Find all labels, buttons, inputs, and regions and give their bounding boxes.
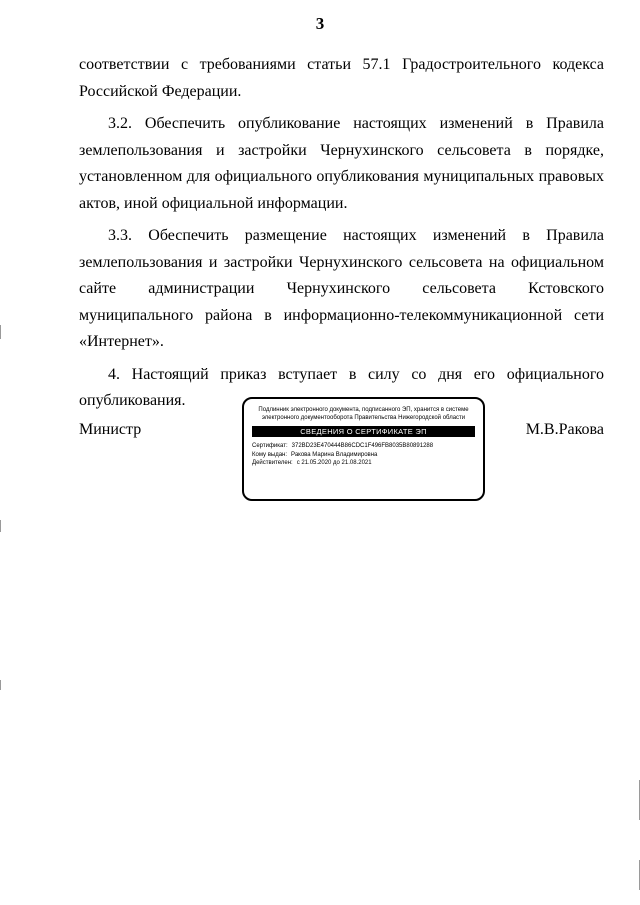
scan-edge-mark xyxy=(0,680,1,690)
stamp-certificate-label: Сертификат: xyxy=(252,443,288,449)
stamp-certificate-value: 372BD23E470444B86CDC1F496FB8035B80891288 xyxy=(291,443,434,449)
stamp-issued-to-value: Ракова Марина Владимировна xyxy=(291,451,378,458)
scan-edge-mark xyxy=(0,325,1,339)
signature-block xyxy=(79,397,604,503)
signer-title: Министр xyxy=(79,421,142,438)
document-body xyxy=(79,52,604,421)
scan-edge-mark xyxy=(0,520,1,532)
stamp-issued-to-line xyxy=(252,451,475,460)
signer-name: М.В.Ракова xyxy=(525,421,604,438)
paragraph-3-3: 3.3. Обеспечить размещение настоящих изменений в Правила землепользования и застройки Чернухинского сельсовета на официальном сайте администрации Чернухинского сельсовета Кстовского муниципального района в информационно-телекоммуникационной сети «Интернет». xyxy=(79,227,604,350)
stamp-valid-value: с 21.05.2020 до 21.08.2021 xyxy=(296,460,372,466)
stamp-valid-line xyxy=(252,459,475,468)
paragraph-4: 4. Настоящий приказ вступает в силу со дня его официального опубликования. xyxy=(79,365,604,409)
paragraph-continuation: соответствии с требованиями статьи 57.1 Градостроительного кодекса Российской Федерации. xyxy=(79,56,604,100)
paragraph-3-2: 3.2. Обеспечить опубликование настоящих изменений в Правила землепользования и застройки Чернухинского сельсовета в порядке, установленном для официального опубликования муниципальных правовых актов, иной официальной информации. xyxy=(79,115,604,212)
electronic-signature-stamp xyxy=(242,397,485,501)
stamp-certificate-line xyxy=(252,442,475,451)
stamp-certificate-bar: СВЕДЕНИЯ О СЕРТИФИКАТЕ ЭП xyxy=(252,426,475,437)
stamp-issued-to-label: Кому выдан: xyxy=(252,451,288,458)
stamp-valid-label: Действителен: xyxy=(252,460,293,466)
stamp-header: Подлинник электронного документа, подписанного ЭП, хранится в системе электронного документооборота Правительства Нижегородской области xyxy=(258,407,469,421)
page-number: 3 xyxy=(315,14,325,33)
